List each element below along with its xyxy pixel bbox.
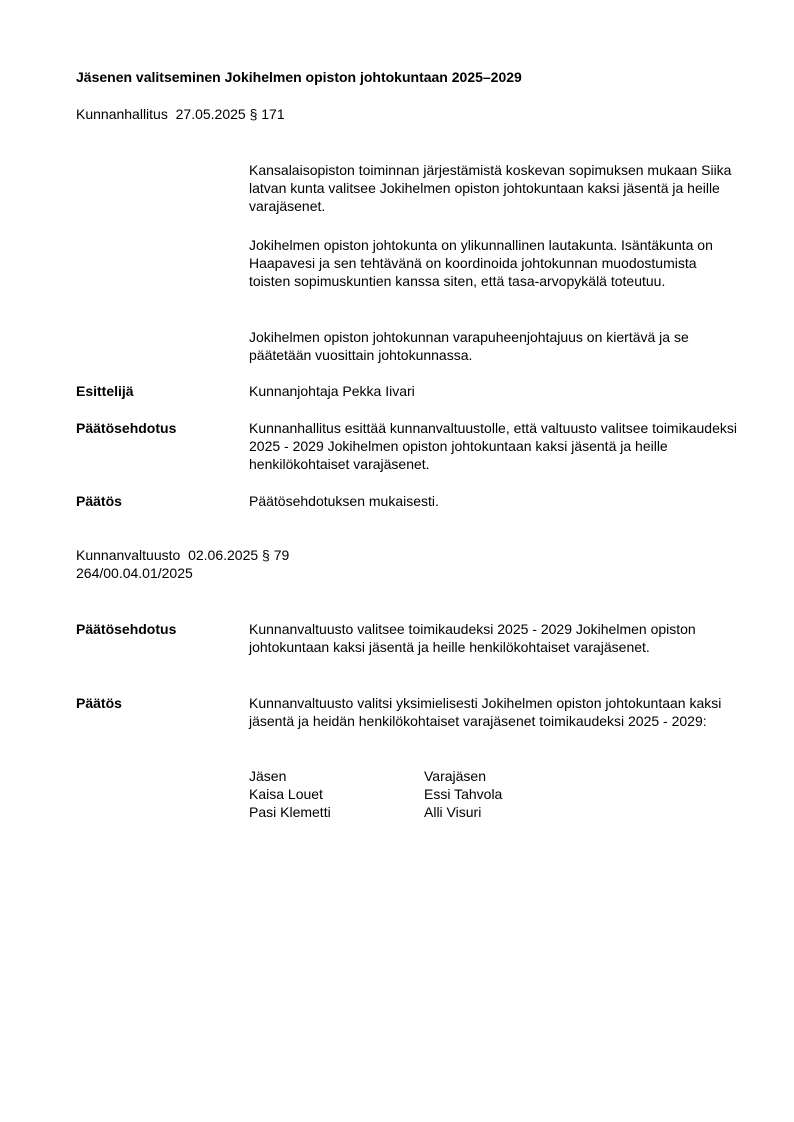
deputy-name: Alli Visuri (424, 804, 482, 820)
table-row (249, 803, 502, 821)
board-meeting-reference: Kunnanhallitus 27.05.2025 § 171 (76, 106, 285, 122)
member-name: Pasi Klemetti (249, 804, 331, 820)
member-header: Jäsen (249, 768, 287, 784)
council-proposal-text: Kunnanvaltuusto valitsee toimikaudeksi 2025 - 2029 Jokihelmen opiston johtokuntaan kaksi jäsentä ja heille henkilökohtaiset varajäsenet. (249, 621, 696, 655)
council-proposal-label: Päätösehdotus (76, 621, 177, 637)
members-table (249, 767, 502, 821)
intro-section (249, 328, 739, 364)
presenter-label: Esittelijä (76, 383, 134, 399)
table-row (249, 785, 502, 803)
presenter-text: Kunnanjohtaja Pekka Iivari (249, 383, 415, 399)
board-proposal-text: Kunnanhallitus esittää kunnanvaltuustolle, että valtuusto valitsee toimikaudeksi 2025 - 2029 Jokihelmen opiston johtokuntaan kaksi jäsentä ja heille henkilökohtaiset varajäsenet. (249, 420, 737, 472)
board-decision-label: Päätös (76, 493, 122, 509)
intro-paragraph: Kansalaisopiston toiminnan järjestämistä koskevan sopimuksen mukaan Siika latvan kunta valitsee Jokihelmen opiston johtokuntaan kaksi jäsentä ja heille varajäsenet. (249, 162, 732, 214)
council-decision-label: Päätös (76, 695, 122, 711)
intro-section (249, 236, 739, 290)
council-meeting-reference: Kunnanvaltuusto 02.06.2025 § 79 (76, 547, 290, 563)
members-header-row (249, 767, 502, 785)
intro-paragraph: Jokihelmen opiston johtokunta on ylikunnallinen lautakunta. Isäntäkunta on Haapavesi ja sen tehtävänä on koordinoida johtokunnan muodostumista toisten sopimuskuntien kanssa siten, että tasa-arvopykälä toteutuu. (249, 237, 713, 289)
intro-paragraph: Jokihelmen opiston johtokunnan varapuheenjohtajuus on kiertävä ja se päätetään vuosittain johtokunnassa. (249, 329, 689, 363)
board-proposal-label: Päätösehdotus (76, 420, 177, 436)
document-title: Jäsenen valitseminen Jokihelmen opiston johtokuntaan 2025–2029 (76, 69, 522, 85)
deputy-name: Essi Tahvola (424, 786, 503, 802)
board-decision-text: Päätösehdotuksen mukaisesti. (249, 493, 439, 509)
council-case-number: 264/00.04.01/2025 (76, 565, 193, 581)
deputy-header: Varajäsen (424, 768, 487, 784)
intro-section (249, 161, 739, 215)
member-name: Kaisa Louet (249, 786, 323, 802)
council-decision-text: Kunnanvaltuusto valitsi yksimielisesti Jokihelmen opiston johtokuntaan kaksi jäsentä ja heidän henkilökohtaiset varajäsenet toimikaudeksi 2025 - 2029: (249, 695, 722, 729)
